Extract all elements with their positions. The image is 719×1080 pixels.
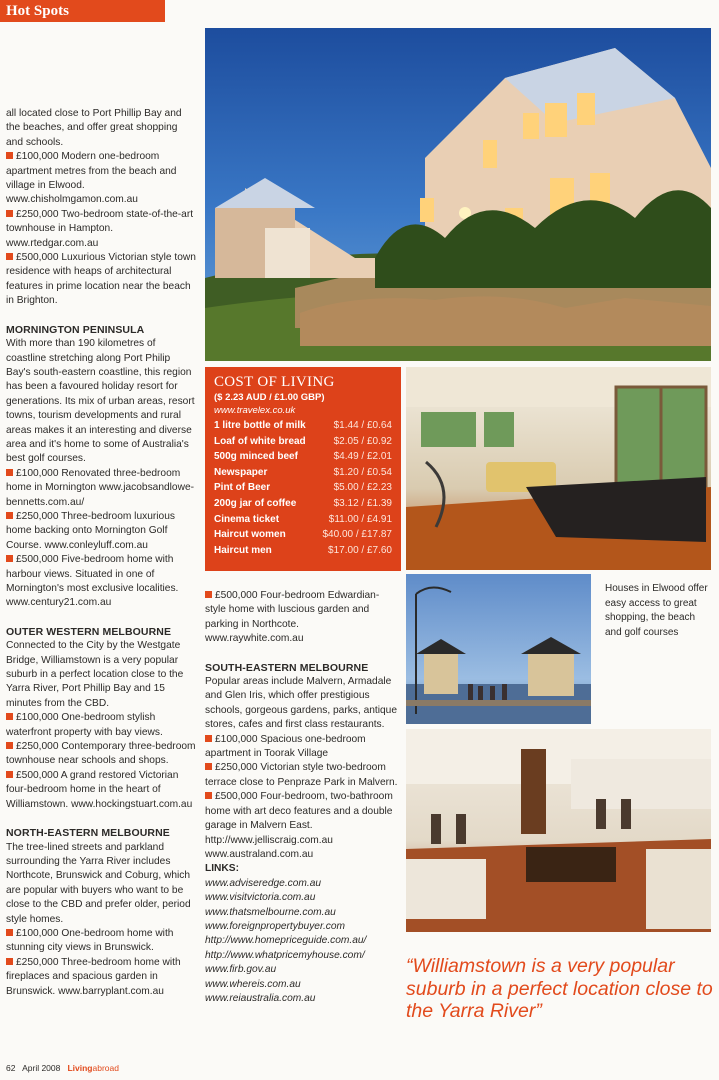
listing-item (6, 711, 196, 740)
listing-text: £250,000 Three-bedroom home with fireplaces and spacious garden in Brunswick. www.barryplant.com.au (6, 956, 181, 997)
bullet-square-icon (6, 253, 13, 260)
bullet-square-icon (205, 763, 212, 770)
listing-text: £100,000 Renovated three-bedroom home in Mornington www.jacobsandlowe-bennetts.com.au/ (6, 467, 195, 508)
house-photo (205, 28, 711, 361)
listing-text: £250,000 Three-bedroom luxurious home backing onto Mornington Golf Course. www.conleyluff.com.au (6, 510, 175, 551)
exchange-rate: ($ 2.23 AUD / £1.00 GBP) (214, 392, 325, 403)
link-item[interactable]: www.thatsmelbourne.com.au (205, 906, 336, 918)
bullet-square-icon (6, 742, 13, 749)
magazine-name-part1: Living (67, 1063, 93, 1073)
listing-text: £100,000 Modern one-bedroom apartment metres from the beach and village in Elwood. www.chisholmgamon.com.au (6, 151, 177, 206)
cost-price: $2.05 / £0.92 (333, 435, 392, 447)
left-column (6, 107, 196, 999)
link-item[interactable]: www.reiaustralia.com.au (205, 992, 316, 1004)
cost-box-title: COST OF LIVING (214, 374, 335, 390)
cost-of-living-box (205, 367, 401, 571)
listing-text: £100,000 Spacious one-bedroom apartment in Toorak Village (205, 733, 366, 760)
bullet-square-icon (6, 512, 13, 519)
listing-text: £500,000 A grand restored Victorian four-bedroom home in the heart of Williamstown. www.hockingstuart.com.au (6, 769, 193, 810)
cost-row (214, 465, 392, 481)
cost-item: Cinema ticket (214, 513, 280, 525)
cost-row (214, 449, 392, 465)
listing-item (6, 251, 196, 309)
link-item[interactable]: www.adviseredge.com.au (205, 877, 322, 889)
cost-price: $5.00 / £2.23 (333, 482, 392, 494)
cost-price: $3.12 / £1.39 (333, 497, 392, 509)
cost-row (214, 496, 392, 512)
cost-item: Haircut women (214, 529, 286, 541)
listing-text: £500,000 Five-bedroom home with harbour views. Situated in one of Mornington's most exclusive localities. www.century21.com.au (6, 554, 179, 609)
listing-item (205, 733, 400, 762)
listing-item (6, 740, 196, 769)
cost-item: 500g minced beef (214, 451, 298, 463)
cost-item: Pint of Beer (214, 482, 271, 494)
bullet-square-icon (6, 929, 13, 936)
middle-column (205, 589, 400, 1006)
bullet-square-icon (6, 771, 13, 778)
bullet-square-icon (205, 591, 212, 598)
link-item[interactable]: http://www.whatpricemyhouse.com/ (205, 949, 365, 961)
section-text: Popular areas include Malvern, Armadale and Glen Iris, which offer prestigious schools, gorgeous gardens, parks, antique stores, cafes and first class restaurants. (205, 676, 397, 731)
cost-price: $11.00 / £4.91 (328, 513, 392, 525)
cost-item: Loaf of white bread (214, 435, 306, 447)
section-heading-north-eastern: NORTH-EASTERN MELBOURNE (6, 827, 170, 840)
cost-row (214, 418, 392, 434)
cost-row (214, 527, 392, 543)
link-item[interactable]: www.visitvictoria.com.au (205, 892, 316, 904)
living-room-photo (406, 729, 711, 932)
cost-item: 1 litre bottle of milk (214, 420, 306, 431)
bullet-square-icon (6, 469, 13, 476)
cost-row (214, 434, 392, 450)
listing-text: £250,000 Victorian style two-bedroom terrace close to Penpraze Park in Malvern. (205, 762, 398, 788)
section-title: Hot Spots (6, 3, 69, 19)
link-item[interactable]: http://www.homepriceguide.com.au/ (205, 935, 367, 947)
intro-paragraph: all located close to Port Phillip Bay and the beaches, and offer great shopping and schools. (6, 108, 182, 148)
cost-price: $40.00 / £17.87 (322, 529, 392, 541)
section-text: The tree-lined streets and parkland surrounding the Yarra River includes Northcote, Brunswick and Coburg, which are popular with buyers who want to be close to the CBD and prefer older, period style homes. (6, 841, 191, 925)
listing-text: £100,000 One-bedroom stylish waterfront property with bay views. (6, 712, 163, 738)
listing-item (205, 761, 400, 790)
bullet-square-icon (6, 152, 13, 159)
magazine-name-part2: abroad (92, 1063, 119, 1073)
listing-text: £250,000 Two-bedroom state-of-the-art townhouse in Hampton. www.rtedgar.com.au (6, 208, 194, 249)
listing-text: £500,000 Luxurious Victorian style town residence with heaps of architectural features in prime location near the beach in Brighton. (6, 252, 196, 307)
bullet-square-icon (205, 735, 212, 742)
section-header-tab (0, 0, 165, 22)
listing-item (6, 467, 196, 510)
listing-item (6, 150, 196, 208)
section-text: Connected to the City by the Westgate Bridge, Williamstown is a very popular suburb in a perfect location close to the Yarra River, Port Phillip Bay and 15 minutes from the CBD. (6, 640, 184, 709)
section-heading-mornington: MORNINGTON PENINSULA (6, 323, 145, 336)
cost-price: $1.20 / £0.54 (333, 466, 392, 478)
bullet-square-icon (205, 792, 212, 799)
link-item[interactable]: www.firb.gov.au (205, 964, 277, 976)
cost-box-website: www.travelex.co.uk (214, 405, 296, 416)
page-footer (6, 1063, 119, 1073)
bullet-square-icon (6, 713, 13, 720)
listing-text: £500,000 Four-bedroom Edwardian-style home with luscious garden and parking in Northcote. www.raywhite.com.au (205, 590, 380, 645)
listing-item (6, 510, 196, 553)
section-heading-south-eastern: SOUTH-EASTERN MELBOURNE (205, 661, 369, 674)
bedroom-photo (406, 367, 711, 570)
listing-item (6, 208, 196, 251)
listing-item (205, 790, 400, 862)
pier-photo (406, 574, 591, 724)
section-text: With more than 190 kilometres of coastline stretching along Port Philip Bay's south-eastern coastline, this region has been a favoured holiday resort for generations. Its mix of urban areas, resort towns, tourism developments and rural areas makes it an interesting and diverse area and it's home to some of Australia's best golf courses. (6, 338, 195, 465)
cost-row (214, 543, 392, 559)
page-number: 62 (6, 1063, 16, 1073)
listing-item (6, 956, 196, 999)
listing-item (6, 553, 196, 611)
listing-text: £500,000 Four-bedroom, two-bathroom home with art deco features and a double garage in Malvern East. http://www.jelliscraig.com.au www.australand.com.au (205, 791, 393, 860)
cost-price: $17.00 / £7.60 (328, 544, 392, 556)
listing-text: £100,000 One-bedroom home with stunning city views in Brunswick. (6, 927, 174, 954)
cost-item: 200g jar of coffee (214, 497, 297, 509)
cost-price: $4.49 / £2.01 (333, 451, 392, 463)
cost-price: $1.44 / £0.64 (333, 420, 392, 431)
pull-quote: “Williamstown is a very popular suburb in a perfect location close to the Yarra River” (406, 955, 713, 1022)
bullet-square-icon (6, 210, 13, 217)
issue-date: April 2008 (22, 1063, 61, 1073)
section-heading-outer-western: OUTER WESTERN MELBOURNE (6, 625, 172, 638)
links-heading: LINKS: (205, 863, 239, 875)
listing-item (6, 927, 196, 956)
listing-item (205, 589, 400, 647)
links-list (205, 877, 400, 1007)
cost-row (214, 480, 392, 496)
bullet-square-icon (6, 555, 13, 562)
listing-text: £250,000 Contemporary three-bedroom townhouse near schools and shops. (6, 741, 196, 767)
link-item[interactable]: www.foreignpropertybuyer.com (205, 920, 346, 932)
link-item[interactable]: www.whereis.com.au (205, 978, 301, 990)
listing-item (6, 769, 196, 812)
cost-item: Haircut men (214, 544, 272, 556)
bullet-square-icon (6, 958, 13, 965)
cost-row (214, 512, 392, 528)
cost-item: Newspaper (214, 466, 268, 478)
photo-caption: Houses in Elwood offer easy access to great shopping, the beach and golf courses (605, 583, 708, 638)
